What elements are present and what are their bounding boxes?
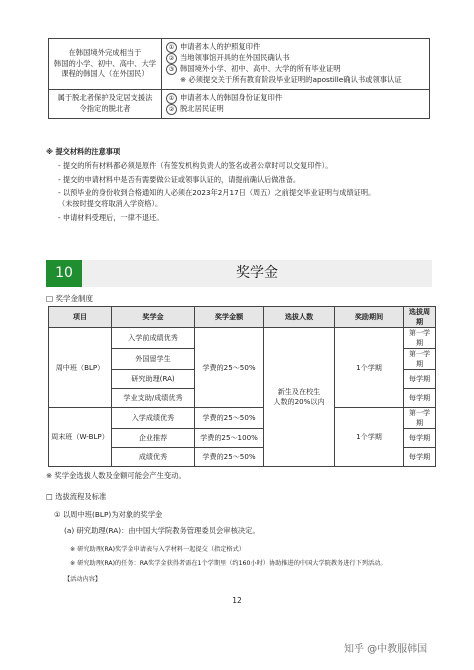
table-row: 企业推荐 学费的25～100% 每学期 [49,429,436,448]
note-item: （未按时提交将取消入学资格）。 [58,199,163,209]
program-cell: 周中班（BLP） [49,328,112,408]
note-item: - 提交的所有材料都必须是原件（有签发机构负责人的签名或者公章时可以交复印件）。 [58,160,333,170]
activity-label: 【活动内容】 [64,576,102,583]
note-item: - 申请材料受理后，一律不退还。 [58,212,164,222]
watermark: 知乎 @中教服韩国 [344,644,428,655]
period-cell: 1个学期 [335,408,404,467]
section-header [46,260,432,287]
table-row: 外国留学生 第一学期 [49,349,436,370]
scholarship-table [48,306,436,467]
process-item: ① 以周中班(BLP)为对象的奖学金 [54,510,163,519]
process-note: ※ 研究助理(RA)的任务：RA奖学金获得者需在1个学期里（约160小时）协助推进的中国大学院教务进行下列活动。 [70,560,387,567]
process-header: □ 选拔流程及标准 [46,492,107,501]
scholarship-footnote: ※ 奖学金选拔人数及金额可能会产生变动。 [46,471,186,480]
documents-cell: ① 申请者本人的护照复印件 ② 当地领事馆开具的在外国民确认书 ③ 韩国境外小学、初中、高中、大学的所有毕业证明 ※ 必须提交关于所有教育阶段毕业证明的apostille确认书或领事认证 [162,39,430,90]
section-number: 10 [46,260,82,287]
table-row: 周中班（BLP） 入学前成绩优秀 学费的25～50% 新生及在校生 人数的20%以内 1个学期 第一学期 [49,328,436,349]
page-number: 12 [232,596,242,605]
amount-cell: 学费的25～50% [195,328,264,408]
notes-header: ※ 提交材料的注意事项 [46,147,121,156]
category-cell: 属于脱北者保护及定居支援法 令指定的脱北者 [49,89,162,118]
category-cell: 在韩国境外完成相当于 韩国的小学、初中、高中、大学 课程的韩国人（在外国民） [49,39,162,90]
table-row [49,89,430,118]
note-item: - 以预毕业的身份收到合格通知的人必须在2023年2月17日（周五）之前提交毕业证明与成绩证明。 [58,188,376,198]
section-title: 奖学金 [236,265,278,281]
table-row: 学业支助/成绩优秀 每学期 [49,389,436,408]
process-note: ※ 研究助理(RA)奖学金申请表与入学材料一起提交（指定格式） [70,546,245,553]
submission-notes [46,147,446,227]
process-subitem: (a) 研究助理(RA)：由中国大学院教务管理委员会审核决定。 [64,526,260,535]
table-row [49,39,430,90]
program-cell: 周末班（W-BLP） [49,408,112,467]
table-row: 研究助理(RA) 每学期 [49,370,436,389]
table-row: 周末班（W-BLP） 入学成绩优秀 学费的25～50% 1个学期 第一学期 [49,408,436,429]
table-row: 成绩优秀 学费的25～50% 每学期 [49,448,436,467]
eligibility-table [48,38,430,119]
period-cell: 1个学期 [335,328,404,408]
note-item: - 提交的申请材料中是否有需要做公证或领事认证的，请提前确认后做准备。 [58,174,301,184]
selection-count-cell: 新生及在校生 人数的20%以内 [264,328,335,467]
table-header-row: 项目 奖学金 奖学金额 选拔人数 奖励期间 选拔周期 [49,307,436,328]
subsection-header: □ 奖学金制度 [46,294,93,303]
apostille-note: ※ 必须提交关于所有教育阶段毕业证明的apostille确认书或领事认证 [180,75,402,84]
documents-cell: ① 申请者本人的韩国身份证复印件 ② 脱北居民证明 [162,89,430,118]
